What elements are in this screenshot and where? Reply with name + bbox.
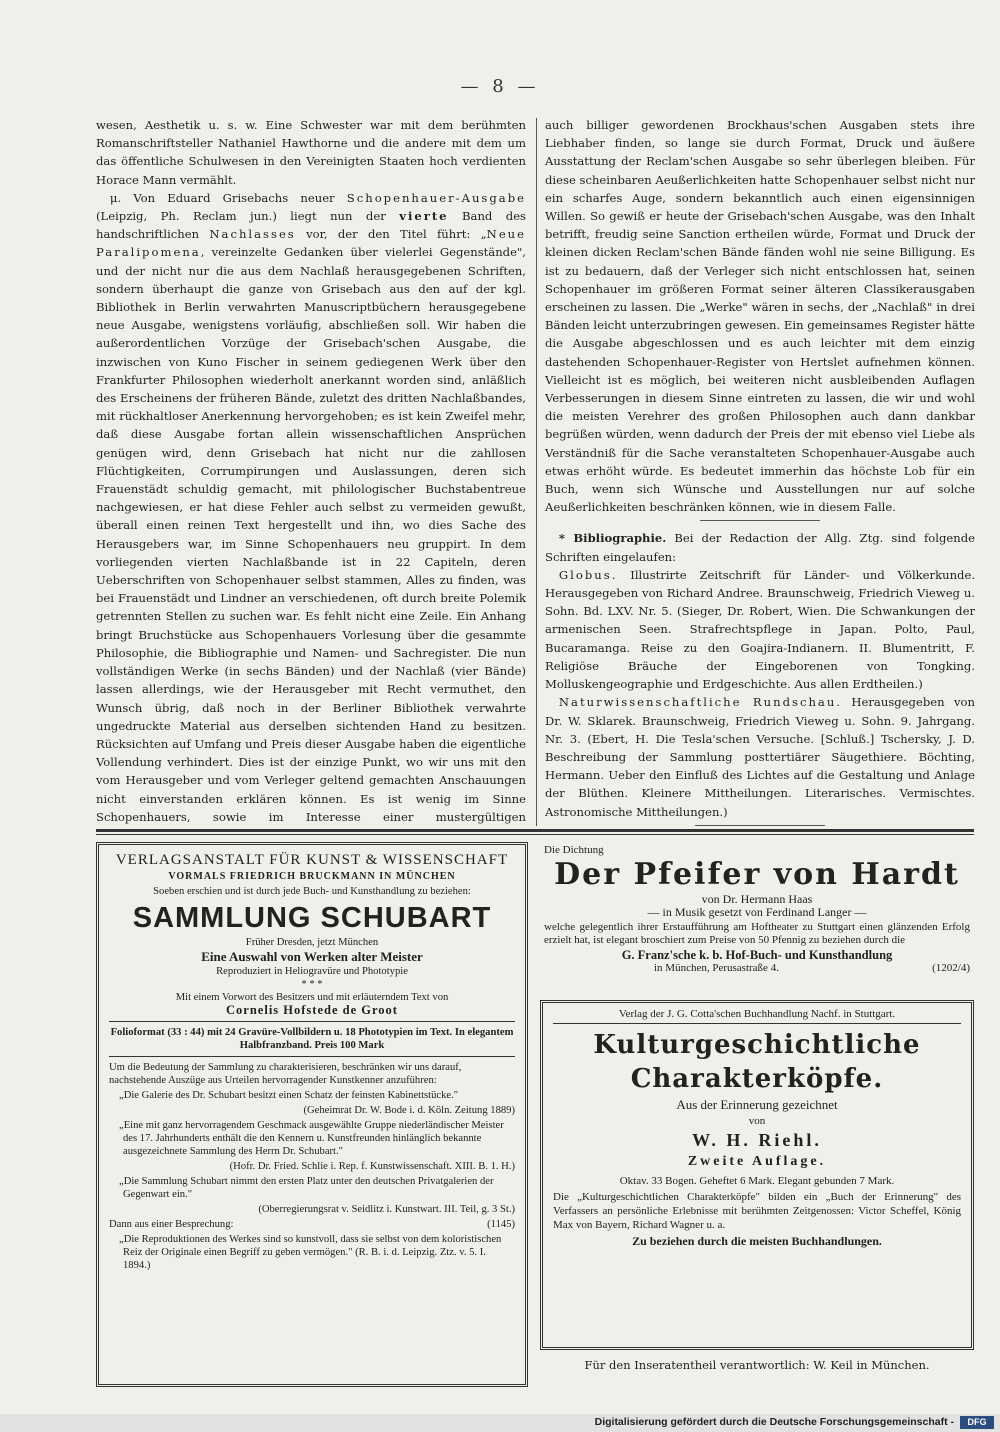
ad-quote: „Die Reproduktionen des Werkes sind so kunstvoll, dass sie selbst von dem koloristischen Reiz der Originale einen Begriff zu geben vermögen." (R. B. i. d. Leipzig. Ztz. v. 5. I. 1894.) [119,1234,502,1271]
ad-quote-source: (Geheimrat Dr. W. Bode i. d. Köln. Zeitung 1889) [303,1105,515,1116]
ad-intro2: Um die Bedeutung der Sammlung zu charakterisieren, beschränken wir uns darauf, nachstehende Auszüge aus Urteilen hervorragender Kunstkenner anzuführen: [109,1062,462,1086]
bibliography [545,529,975,565]
paragraph: wesen, Aesthetik u. s. w. Eine Schwester war mit dem berühmten Romanschriftsteller Nathaniel Hawthorne und die andere mit dem um das öffentliche Schulwesen in den Vereinigten Staaten hoch verdienten Horace Mann vermählt. [96,118,526,187]
separator [700,520,820,521]
ad-von: von [748,1115,766,1127]
ad-text: welche gelegentlich ihrer Erstaufführung am Hoftheater zu Stuttgart einen glänzenden Erfolg erzielt hat, ist elegant broschiert zum Preise von 50 Pfennig zu beziehen durch die [544,921,970,946]
ad-author: W. H. Riehl. [692,1130,822,1150]
advertisement-cotta [540,1000,974,1350]
ad-quote-intro [109,1218,515,1231]
paragraph-schopenhauer [96,189,526,826]
ad-intro: Soeben erschien und ist durch jede Buch- und Kunsthandlung zu beziehen: [153,886,471,897]
ad-dealer: G. Franz'sche k. b. Hof-Buch- und Kunsthandlung [621,948,893,962]
left-column [96,116,526,826]
ad-number: (1202/4) [932,962,970,974]
entry-title: Naturwissenschaftliche Rundschau. [558,695,842,710]
ad-author: von Dr. Hermann Haas [701,892,813,906]
ad-origin: Früher Dresden, jetzt München [245,937,379,948]
separator [695,825,825,828]
text-span: (Leipzig, Ph. Reclam jun.) liegt nun der [96,209,386,224]
column-rule [536,118,537,826]
paragraph: auch billiger gewordenen Brockhaus'schen Ausgaben stets ihre Liebhaber finden, so lange sie durch Format, Druck und äußere Ausstattung der Reclam'schen Ausgabe so sehr überlegen bleiben. Für diese scheinbaren Aeußerlichkeiten hatte Schopenhauer selbst nicht nur ein scharfes Auge, sondern bekanntlich auch einen eigensinnigen Willen. So gewiß er heute der Grisebach'schen Ausgabe, was den Inhalt betrifft, freudig seine Sanction ertheilen würde, Format und Druck der kleinen dicken Reclam'schen Bände fänden wohl nie seine Billigung. Es ist zu bedauern, daß der Verleger sich nicht entschlossen hat, seinen Schopenhauer im größeren Format seiner älteren Classikerausgaben erscheinen zu lassen. Die „Werke" wären in sechs, der „Nachlaß" in drei Bänden leicht unterzubringen gewesen. Ein gemeinsames Register hätte die Ausgabe abgeschlossen und es auch leichter mit dem einzig dastehenden Schopenhauer-Register von Hertslet aufnehmen können. Vielleicht ist es möglich, bei weiteren nicht ausbleibenden Auflagen Verbesserungen in diesem Sinne eintreten zu lassen, die wir und wohl die meisten Verehrer des großen Philosophen auch dann dankbar begrüßen würden, wenn dadurch der Preis der mit ebenso viel Liebe als Verständniß für die Sache veranstalteten Schopenhauer-Ausgabe auch etwas erhöht würde. Es bedeutet immerhin das höchste Lob für ein Buch, wenn sich Wünsche und Ausstellungen nur auf solche Aeußerlichkeiten beschränken können, wie in diesem Falle. [545,118,975,515]
text-span: Band des handschriftlichen [96,209,526,242]
text-span: in München, Perusastraße 4. [654,962,779,974]
emphasis: Nachlasses [209,227,296,242]
ad-description: Die „Kulturgeschichtlichen Charakterköpfe" bilden ein „Buch der Erinnerung" des Verfassers an persönliche Erlebnisse mit berühmten Zeitgenossen: Victor Scheffel, König Max von Bayern, Richard Wagner u. a. [553,1191,961,1231]
page-number: — 8 — [460,76,540,97]
ad-title: Kulturgeschichtliche Charakterköpfe. [593,1030,921,1094]
divider [96,834,974,835]
text-span: Dann aus einer Besprechung: [109,1219,234,1230]
ad-subtitle: Aus der Erinnerung gezeichnet [676,1097,838,1112]
ad-format: Folioformat (33 : 44) mit 24 Gravüre-Vollbildern u. 18 Phototypien im Text. In elegantem Halbfranzband. Preis 100 Mark [110,1027,514,1051]
text-span: Bei der Redaction der Allg. Ztg. sind folgende Schriften eingelaufen: [545,531,975,564]
ad-footer: Zu beziehen durch die meisten Buchhandlungen. [632,1234,882,1248]
text-span: vor, der den Titel führt: „ [306,227,487,242]
entry-title: Globus. [558,567,618,582]
ad-quote: „Eine mit ganz hervorragendem Geschmack ausgewählte Gruppe niederländischer Meister des 17. Jahrhunderts enthält die den Kennern u. Kunstfreunden hinlänglich bekannte ausgezeichnete Sammlung des Herrn Dr. Schubart." [119,1120,504,1157]
ad-edition: Zweite Auflage. [687,1154,827,1169]
emphasis: Schopenhauer-Ausgabe [346,190,526,205]
bibliography-entry [545,566,975,693]
ad-number: (1145) [487,1219,515,1230]
ad-reproduction: Reproduziert in Heliogravüre und Phototypie [216,966,408,977]
bibliography-entry [545,693,975,820]
text-span: Von Eduard Grisebachs neuer [133,190,335,205]
ad-label: Die Dichtung [544,844,604,856]
ad-author: Cornelis Hofstede de Groot [226,1003,398,1017]
ad-foreword: Mit einem Vorwort des Besitzers und mit erläuterndem Text von [175,992,449,1003]
emphasis: vierte [399,209,449,224]
ad-music: — in Musik gesetzt von Ferdinand Langer — [647,905,867,919]
publisher-sub: VORMALS FRIEDRICH BRUCKMANN IN MÜNCHEN [168,871,456,882]
ad-subtitle: Eine Auswahl von Werken alter Meister [201,949,423,964]
right-column [545,116,975,828]
ad-details: Oktav. 33 Bogen. Geheftet 6 Mark. Elegant gebunden 7 Mark. [619,1175,895,1187]
text-span: Herausgegeben von Dr. W. Sklarek. Braunschweig, Friedrich Vieweg u. Sohn. 9. Jahrgang. Nr. 3. (Ebert, H. Die Tesla'schen Versuche. [Schluß.] Tschersky, J. D. Beschreibung der Sammlung posttertiärer Säugethiere. Böchting, Hermann. Ueber den Einfluß des Lichtes auf die Gestaltung und Anlage der Blüthen. Kleinere Mittheilungen. Literarisches. Vermischtes. Astronomische Mittheilungen.) [545,695,975,819]
ad-quote-source: (Oberregierungsrat v. Seidlitz i. Kunstwart. III. Teil, g. 3 St.) [258,1204,515,1215]
bibliography-heading: * Bibliographie. [558,531,667,546]
divider [96,829,974,832]
responsible-note: Für den Inseratentheil verantwortlich: W. Keil in München. [584,1358,930,1372]
advertisement-bruckmann [96,842,528,1387]
ad-quote: „Die Sammlung Schubart nimmt den ersten Platz unter den deutschen Privatgalerien der Gegenwart ein." [119,1176,494,1200]
emphasis: Neue Paralipomena [96,227,526,260]
advertisement-pfeifer [540,842,974,992]
ad-title: Der Pfeifer von Hardt [554,857,960,892]
publisher-name: VERLAGSANSTALT FÜR KUNST & WISSENSCHAFT [115,852,509,868]
text-span: Illustrirte Zeitschrift für Länder- und Völkerkunde. Herausgegeben von Richard Andree. Braunschweig, Friedrich Vieweg u. Sohn. Bd. LXV. Nr. 5. (Sieger, Dr. Robert, Wien. Die Schwankungen der armenischen Seen. Strafrechtspflege in Japan. Polto, Paul, Bucaramanga. Reise zu den Goajira-Indianern. II. Blumentritt, F. Religiöse Bräuche der Eingeborenen von Tongking. Molluskengeographie und Erdgeschichte. Aus allen Erdtheilen.) [545,567,975,692]
text-span: , vereinzelte Gedanken über vielerlei Gegenstände", und der nicht nur die aus dem Nachlaß herausgegebenen Schriften, sondern überhaupt die ganze von Grisebach aus den auf der kgl. Bibliothek in Berlin verwahrten Manuscriptbüchern herausgegebene neue Ausgabe, wenigstens vorläufig, abschließen soll. Wir haben die außerordentlichen Vorzüge der Grisebach'schen Ausgabe, die inzwischen von Kuno Fischer in seinem gediegenen Werk über den Frankfurter Philosophen wiederholt anerkannt worden sind, anläßlich des Erscheinens der früheren Bände, zuletzt des dritten Nachlaßbandes, mit rückhaltloser Anerkennung hervorgehoben; es ist kein Zweifel mehr, daß diese Ausgabe fortan allein wissenschaftlichen Ansprüchen genügen wird, denn Grisebach hat nicht nur die zahllosen Flüchtigkeiten, Corrumpirungen und Auslassungen, deren sich Frauenstädt schuldig gemacht, mit philologischer Buchstabentreue nachgewiesen, er hat diese Fehler auch selbst zu vermeiden gewußt, überall einen reinen Text hergestellt und ihn, wo dies Sache des Herausgebers war, im Sinne Schopenhauers neu gruppirt. In dem vorliegenden vierten Nachlaßbande ist in 22 Capiteln, deren Ueberschriften von Schopenhauer selbst stammen, Alles zu finden, was bei Frauenstädt und Lindner an verschiedenen, oft durch breite Polemik getrennten Stellen zu suchen war. Es fehlt nicht eine Zeile. Ein Anhang bringt Bruchstücke aus Schopenhauers Vorlesung über die gesammte Philosophie, die Bibliographie und Namen- und Sachregister. Die nun vollständigen Werke (in sechs Bänden) und der Nachlaß (vier Bände) lassen allerdings, wie der Herausgeber mit Recht vermuthet, den Wunsch übrig, daß noch in der Berliner Bibliothek verwahrte ungedruckte Material aus derselben sichtenden Hand zu besitzen. Rücksichten auf Umfang und Preis dieser Ausgabe haben die eigentliche Vollendung verhindert. Dies ist der einzige Punkt, wo wir uns mit den vom Herausgeber und vom Verleger geltend gemachten Anschauungen nicht einverstanden erklären können. Es ist wenig im Sinne Schopenhauers, sowie im Interesse einer mustergültigen [96,245,526,824]
ad-address [544,962,970,975]
section-marker: μ. [109,190,122,205]
ad-asterisks: * * * [301,979,323,990]
ad-title: SAMMLUNG SCHUBART [132,902,492,934]
ad-quote: „Die Galerie des Dr. Schubart besitzt einen Schatz der feinsten Kabinettstücke." [119,1090,459,1101]
dfg-logo-icon: DFG [960,1416,994,1429]
ad-quote-source: (Hofr. Dr. Fried. Schlie i. Rep. f. Kunstwissenschaft. XIII. B. 1. H.) [229,1161,515,1172]
footer-text: Digitalisierung gefördert durch die Deutsche Forschungsgemeinschaft - [594,1416,954,1428]
ad-publisher: Verlag der J. G. Cotta'schen Buchhandlung Nachf. in Stuttgart. [553,1007,961,1024]
